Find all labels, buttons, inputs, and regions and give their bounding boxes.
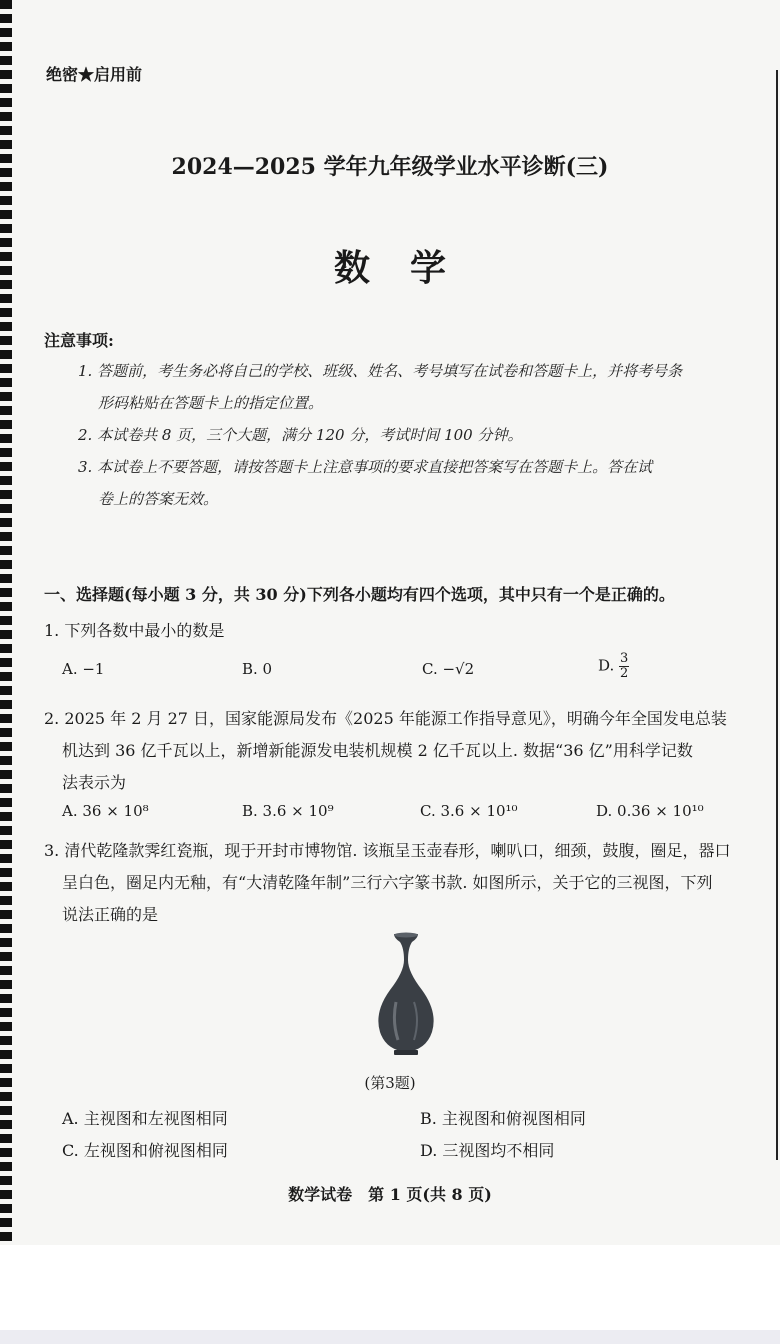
notice-item-3-cont: 卷上的答案无效。: [98, 490, 219, 508]
vase-mouth: [394, 933, 418, 938]
question-3-option-b: B. 主视图和俯视图相同: [420, 1109, 586, 1128]
notice-item-3: 3. 本试卷上不要答题，请按答题卡上注意事项的要求直接把答案写在答题卡上。答在试: [78, 458, 653, 476]
question-2-option-b: B. 3.6 × 10⁹: [242, 802, 334, 820]
question-3-line-1: 3. 清代乾隆款霁红瓷瓶，现于开封市博物馆. 该瓶呈玉壶春形，喇叭口，细颈，鼓腹，圈足，器口: [44, 841, 731, 860]
question-3-option-a: A. 主视图和左视图相同: [62, 1109, 228, 1128]
question-1-option-c: C. −√2: [422, 660, 475, 678]
viewer-bottom-bar: [0, 1330, 780, 1344]
subject-title: 数学: [333, 247, 486, 289]
question-1-option-b: B. 0: [242, 660, 273, 678]
question-2-option-c: C. 3.6 × 10¹⁰: [420, 802, 518, 820]
page-footer: 数学试卷 第 1 页(共 8 页): [288, 1185, 492, 1204]
question-1-text: 1. 下列各数中最小的数是: [44, 621, 225, 640]
notice-item-2: 2. 本试卷共 8 页，三个大题，满分 120 分，考试时间 100 分钟。: [78, 426, 523, 444]
question-1-option-a: A. −1: [62, 660, 105, 678]
secret-mark: 绝密★启用前: [46, 65, 143, 84]
figure-caption: (第3题): [364, 1074, 416, 1092]
vase-image: [370, 932, 442, 1056]
fraction: [619, 652, 629, 681]
question-2-line-2: 机达到 36 亿千瓦以上，新增新能源发电装机规模 2 亿千瓦以上. 数据“36 亿”用科学记数: [62, 741, 693, 760]
fraction-numerator: 3: [620, 651, 629, 666]
question-2-option-a: A. 36 × 10⁸: [62, 802, 149, 820]
notice-item-1-cont: 形码粘贴在答题卡上的指定位置。: [98, 394, 324, 412]
question-2-line-3: 法表示为: [62, 773, 127, 792]
option-d-prefix: D.: [598, 656, 615, 675]
vase-body: [378, 934, 433, 1052]
question-3-line-3: 说法正确的是: [62, 905, 159, 924]
question-1-option-d: [598, 652, 629, 681]
binding-edge: [0, 0, 12, 1245]
question-2-line-1: 2. 2025 年 2 月 27 日，国家能源局发布《2025 年能源工作指导意见》，明确今年全国发电总装: [44, 709, 727, 728]
section-heading: 一、选择题(每小题 3 分，共 30 分)下列各小题均有四个选项，其中只有一个是正确的。: [44, 585, 675, 604]
question-2-option-d: D. 0.36 × 10¹⁰: [596, 802, 704, 820]
question-3-line-2: 呈白色，圈足内无釉，有“大清乾隆年制”三行六字篆书款. 如图所示，关于它的三视图，下列: [62, 873, 713, 892]
question-3-option-d: D. 三视图均不相同: [420, 1141, 555, 1160]
question-3-option-c: C. 左视图和俯视图相同: [62, 1141, 228, 1160]
notice-heading: 注意事项:: [44, 331, 114, 350]
notice-item-1: 1. 答题前，考生务必将自己的学校、班级、姓名、考号填写在试卷和答题卡上，并将考号条: [78, 362, 683, 380]
vase-foot: [394, 1050, 418, 1055]
fraction-denominator: 2: [620, 666, 629, 681]
exam-title: 2024—2025 学年九年级学业水平诊断(三): [171, 154, 609, 180]
page-edge: [776, 70, 778, 1160]
